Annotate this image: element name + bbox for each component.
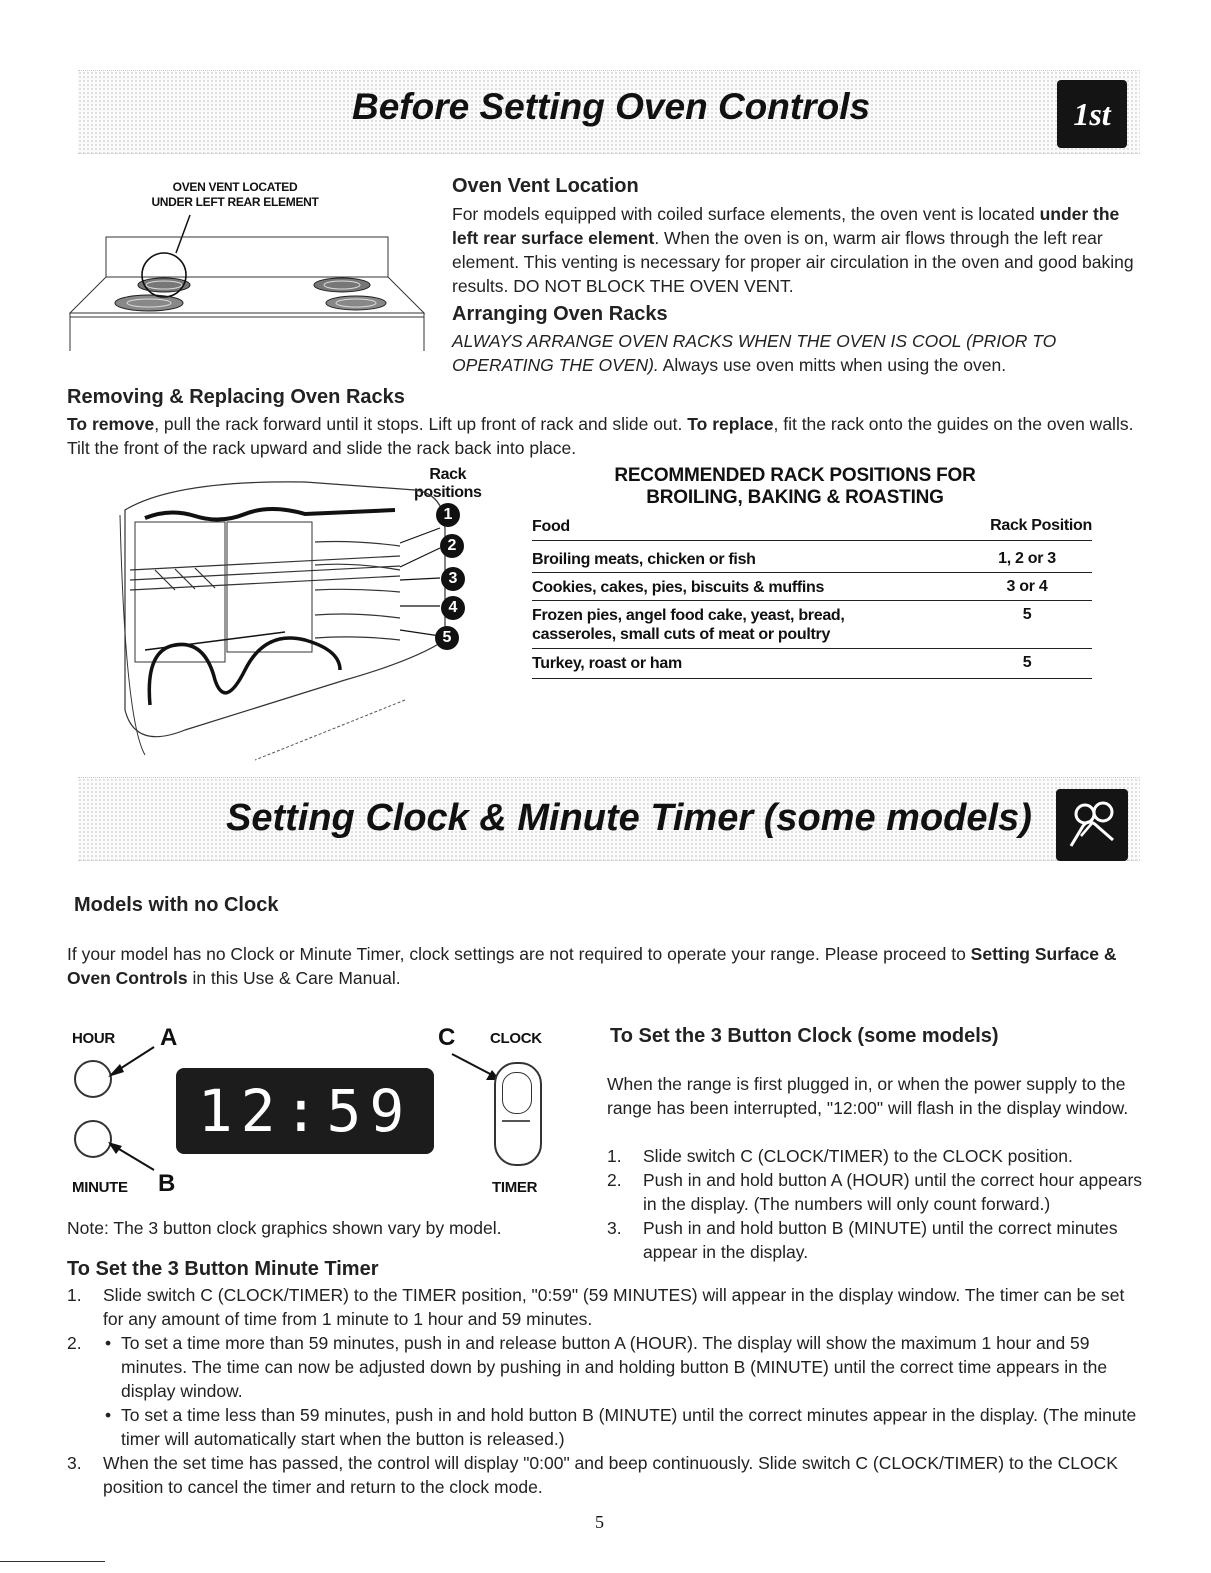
clock-graphics-note: Note: The 3 button clock graphics shown vary by model. (67, 1218, 502, 1238)
hour-label: HOUR (72, 1030, 115, 1047)
first-step-badge-text: 1st (1073, 95, 1111, 132)
no-clock-text (67, 942, 1147, 990)
clock-label: CLOCK (490, 1030, 542, 1047)
table-cell-position: 5 (1022, 654, 1032, 671)
sub-step-text: To set a time less than 59 minutes, push in and hold button B (MINUTE) until the correct minutes appear in the display. (The minute timer will automatically start when the button is released.) (121, 1405, 1137, 1449)
rack-position-3: 3 (441, 567, 465, 591)
oven-vent-text-bold: under the left rear surface element (452, 204, 1120, 248)
table-cell-position: 1, 2 or 3 (998, 550, 1056, 567)
rack-table-divider (532, 648, 1092, 649)
sub-step (103, 1331, 1147, 1403)
cooktop-vent-illustration (64, 205, 434, 355)
letter-b: B (158, 1170, 176, 1197)
switch-slider[interactable] (502, 1072, 532, 1114)
rack-table-title (540, 465, 1050, 509)
list-item (67, 1331, 1147, 1451)
list-item (607, 1168, 1147, 1216)
oven-vent-text (452, 202, 1146, 298)
rack-table-divider (532, 678, 1092, 679)
first-step-badge (1057, 80, 1127, 148)
rack-table-col-position: Rack Position (990, 517, 1092, 534)
three-button-clock-heading: To Set the 3 Button Clock (some models) (610, 1025, 999, 1047)
step-number: 1. (67, 1285, 82, 1305)
arrow-b-icon (104, 1140, 164, 1180)
clock-hand-icon (1056, 789, 1128, 861)
list-item (67, 1283, 1147, 1331)
three-button-clock-steps (607, 1144, 1147, 1264)
step-number: 2. (67, 1333, 82, 1353)
bullet: • (105, 1405, 112, 1425)
rack-label-line1: Rack (429, 466, 467, 483)
step-text: Push in and hold button A (HOUR) until the correct hour appears in the display. (The numbers will only count forward.) (643, 1170, 1143, 1214)
table-cell-food: Cookies, cakes, pies, biscuits & muffins (532, 579, 825, 596)
sub-step-text: To set a time more than 59 minutes, push in and release button A (HOUR). The display will show the maximum 1 hour and 59 minutes. The time can now be adjusted down by pushing in and holding button B (MINUTE) until the correct time appears in the display window. (121, 1333, 1108, 1401)
rack-label-line2: positions (414, 484, 482, 501)
removing-racks-text (67, 412, 1147, 460)
list-item (67, 1451, 1147, 1499)
banner-title-before-setting: Before Setting Oven Controls (352, 86, 871, 127)
step-number: 3. (607, 1218, 622, 1238)
step-text: Slide switch C (CLOCK/TIMER) to the TIMER position, "0:59" (59 MINUTES) will appear in the display window. The timer can be set for any amount of time from 1 minute to 1 hour and 59 minutes. (103, 1285, 1125, 1329)
arranging-racks-post: Always use oven mitts when using the oven. (658, 355, 1007, 375)
no-clock-text-post: in this Use & Care Manual. (187, 968, 401, 988)
sub-step (103, 1403, 1147, 1451)
arranging-racks-italic: ALWAYS ARRANGE OVEN RACKS WHEN THE OVEN IS COOL (PRIOR TO OPERATING THE OVEN). (452, 331, 1057, 375)
rack-position-2: 2 (440, 534, 464, 558)
hand-pressing-icon (1063, 796, 1121, 854)
switch-track-lines (502, 1120, 530, 1122)
rack-table-title-line2: BROILING, BAKING & ROASTING (646, 487, 944, 508)
to-remove-text: , pull the rack forward until it stops. Lift up front of rack and slide out. (154, 414, 688, 434)
minute-timer-steps (67, 1283, 1147, 1499)
rack-position-1: 1 (436, 503, 460, 527)
table-cell-position: 3 or 4 (1006, 578, 1048, 595)
clock-display: 12:59 (176, 1068, 434, 1154)
arranging-racks-text (452, 329, 1146, 377)
oven-vent-heading: Oven Vent Location (452, 175, 639, 197)
minute-label: MINUTE (72, 1179, 128, 1196)
vent-caption-line2: UNDER LEFT REAR ELEMENT (151, 195, 319, 209)
step-text: Slide switch C (CLOCK/TIMER) to the CLOCK position. (643, 1146, 1073, 1166)
vent-caption-line1: OVEN VENT LOCATED (172, 180, 298, 194)
clock-timer-switch-c[interactable] (494, 1062, 542, 1166)
no-clock-text-pre: If your model has no Clock or Minute Timer, clock settings are not required to operate your range. Please proceed to (67, 944, 971, 964)
table-cell-food: Broiling meats, chicken or fish (532, 551, 756, 568)
arrow-a-icon (104, 1042, 164, 1082)
minute-timer-heading: To Set the 3 Button Minute Timer (67, 1258, 379, 1280)
removing-racks-heading: Removing & Replacing Oven Racks (67, 386, 405, 408)
rack-position-markers (435, 503, 469, 653)
rack-table-divider (532, 540, 1092, 541)
step-number: 3. (67, 1453, 82, 1473)
rack-position-4: 4 (441, 596, 465, 620)
step-text: Push in and hold button B (MINUTE) until the correct minutes appear in the display. (643, 1218, 1118, 1262)
rack-position-5: 5 (435, 626, 459, 650)
to-replace-label: To replace (687, 414, 774, 434)
banner-title-clock-timer: Setting Clock & Minute Timer (some models) (226, 797, 1032, 839)
letter-a: A (160, 1024, 178, 1051)
footer-rule (0, 1561, 105, 1562)
oven-vent-text-pre: For models equipped with coiled surface elements, the oven vent is located (452, 204, 1040, 224)
step-text: When the set time has passed, the control will display "0:00" and beep continuously. Slide switch C (CLOCK/TIMER) to the CLOCK position to cancel the timer and return to the clock mode. (103, 1453, 1118, 1497)
rack-table-col-food: Food (532, 518, 570, 535)
table-cell-position: 5 (1022, 606, 1032, 623)
bullet: • (105, 1333, 112, 1353)
letter-c: C (438, 1024, 456, 1051)
arranging-racks-heading: Arranging Oven Racks (452, 303, 668, 325)
three-button-clock-intro: When the range is first plugged in, or when the power supply to the range has been interrupted, "12:00" will flash in the display window. (607, 1074, 1129, 1118)
page-number: 5 (595, 1512, 604, 1532)
timer-label: TIMER (492, 1179, 538, 1196)
rack-table-title-line1: RECOMMENDED RACK POSITIONS FOR (614, 465, 976, 486)
to-replace-text: , fit the rack onto the guides on the oven walls. Tilt the front of the rack upward and slide the rack back into place. (67, 414, 1134, 458)
list-item (607, 1144, 1147, 1168)
step-number: 2. (607, 1170, 622, 1190)
table-cell-food: Turkey, roast or ham (532, 655, 682, 672)
no-clock-heading: Models with no Clock (74, 894, 279, 916)
table-cell-food: Frozen pies, angel food cake, yeast, bread, casseroles, small cuts of meat or poultry (532, 607, 845, 643)
step-number: 1. (607, 1146, 622, 1166)
to-remove-label: To remove (67, 414, 155, 434)
no-clock-text-bold: Setting Surface & Oven Controls (67, 944, 1117, 988)
rack-table-divider (532, 600, 1092, 601)
list-item (607, 1216, 1147, 1264)
oven-vent-text-post: . When the oven is on, warm air flows through the left rear element. This venting is necessary for proper air circulation in the oven and good baking results. DO NOT BLOCK THE OVEN VENT. (452, 228, 1134, 296)
rack-table-divider (532, 572, 1092, 573)
